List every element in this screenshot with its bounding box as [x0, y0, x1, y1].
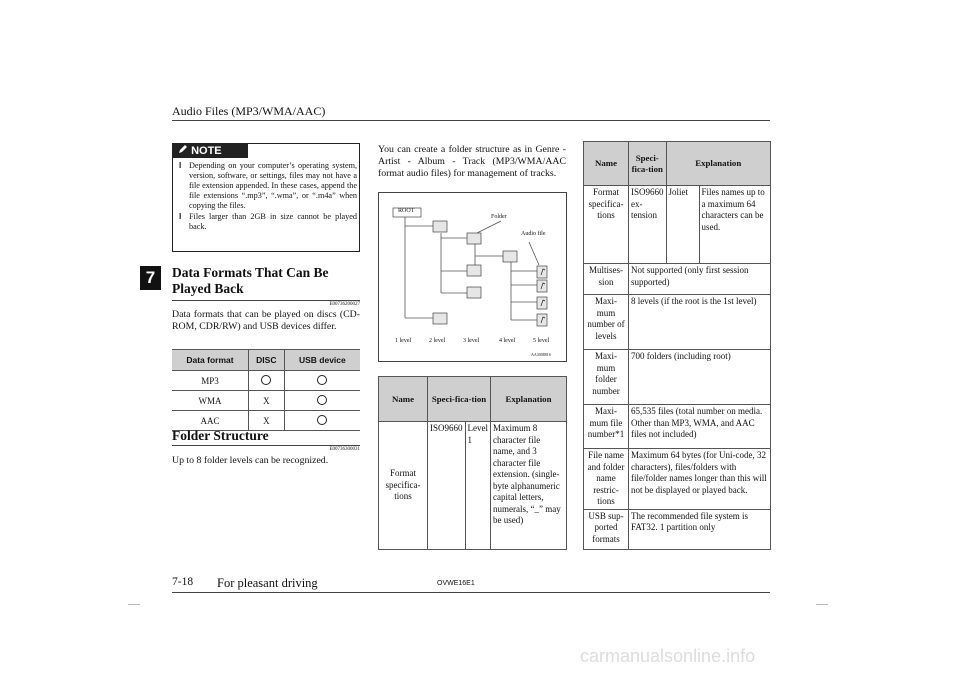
pencil-icon: [178, 144, 188, 158]
data-formats-text: Data formats that can be played on discs (CD-ROM, CDR/RW) and USB devices differ.: [172, 309, 360, 332]
sub-spec-cell: Joliet: [666, 186, 699, 264]
supported-circle-icon: [317, 395, 327, 405]
level-label: 1 level: [395, 338, 412, 344]
explanation-cell: 65,535 files (total number on media. Other than MP3, WMA, and AAC files not included): [629, 405, 771, 449]
table-row: [172, 391, 360, 411]
supported-circle-icon: [261, 375, 271, 385]
spec-table-1: [378, 376, 567, 550]
name-cell: Multises-sion: [584, 264, 629, 295]
level-label: 2 level: [429, 338, 446, 344]
table-row: [584, 509, 771, 549]
folder-structure-text: Up to 8 folder levels can be recognized.: [172, 455, 329, 466]
level-label: 5 level: [533, 338, 550, 344]
spec-cell: ISO9660: [428, 422, 466, 550]
folder-tree-graphic: [379, 193, 566, 361]
note-box: [172, 143, 360, 252]
bullet-icon: l: [179, 212, 182, 221]
diagram-code: AA3008816: [531, 352, 551, 357]
col-header-usb: USB device: [284, 350, 360, 371]
format-cell: MP3: [172, 371, 248, 391]
root-label: ROOT: [398, 208, 415, 214]
level-label: 4 level: [499, 338, 516, 344]
table-row: [584, 295, 771, 350]
audio-file-label: Audio file: [521, 231, 546, 237]
note-item: [179, 161, 357, 211]
footer-code: OVWE16E1: [437, 580, 475, 587]
running-header: Audio Files (MP3/WMA/AAC): [172, 104, 326, 118]
col-header-name: Name: [379, 377, 428, 422]
table-header-row: [172, 350, 360, 371]
bullet-icon: l: [179, 161, 182, 170]
col-header-explanation: Explanation: [491, 377, 567, 422]
explanation-cell: 700 folders (including root): [629, 350, 771, 405]
col-header-spec: Speci-fica-tion: [428, 377, 491, 422]
table-row: [584, 449, 771, 510]
table-row: [584, 350, 771, 405]
explanation-cell: 8 levels (if the root is the 1st level): [629, 295, 771, 350]
col-header-disc: DISC: [248, 350, 284, 371]
section-rule: [172, 445, 360, 446]
table-row: [172, 371, 360, 391]
footer-chapter: For pleasant driving: [217, 576, 318, 590]
note-list: [179, 161, 357, 233]
table-row: [584, 405, 771, 449]
name-cell: Maxi-mum number of levels: [584, 295, 629, 350]
note-item: [179, 212, 357, 232]
name-cell: Format specifica-tions: [379, 422, 428, 550]
section-code: E00736200027: [329, 302, 360, 307]
disc-cell: X: [248, 411, 284, 431]
name-cell: Maxi-mum folder number: [584, 350, 629, 405]
name-cell: File name and folder name restric-tions: [584, 449, 629, 510]
explanation-cell: Not supported (only first session supported): [629, 264, 771, 295]
chapter-tab: 7: [140, 266, 161, 290]
col-header-explanation: Explanation: [666, 142, 770, 186]
level-cell: Level 1: [465, 422, 491, 550]
table-row: [584, 264, 771, 295]
note-item-text: Depending on your computer’s operating system, version, software, or settings, files may not have a file extension appended. In these cases, append the file extensions “.mp3”, “.wma”, or “.m4a” when copying the files.: [189, 161, 357, 210]
col-header-format: Data format: [172, 350, 248, 371]
folder-label: Folder: [491, 214, 507, 220]
watermark: carmanualsonline.info: [580, 646, 756, 666]
note-item-text: Files larger than 2GB in size cannot be played back.: [189, 212, 357, 231]
name-cell: Format specifica-tions: [584, 186, 629, 264]
supported-circle-icon: [317, 415, 327, 425]
explanation-cell: Files names up to a maximum 64 characters can be used.: [699, 186, 770, 264]
disc-cell: [248, 371, 284, 391]
table-row: [379, 422, 567, 550]
header-rule: [172, 120, 770, 121]
section-rule: [172, 300, 360, 301]
usb-cell: [284, 371, 360, 391]
crop-mark: [816, 604, 828, 605]
disc-cell: X: [248, 391, 284, 411]
spec-table-2: [583, 141, 771, 550]
footer-rule: [172, 592, 770, 593]
note-header: [173, 144, 248, 158]
intro-text: You can create a folder structure as in Genre - Artist - Album - Track (MP3/WMA/AAC format audio files) for management of tracks.: [378, 144, 566, 179]
name-cell: USB sup-ported formats: [584, 509, 629, 549]
format-cell: WMA: [172, 391, 248, 411]
section-code: E00736300031: [329, 447, 360, 452]
table-header-row: [584, 142, 771, 186]
section-title-folder-structure: Folder Structure: [172, 428, 269, 443]
table-row: [584, 186, 771, 264]
crop-mark: [128, 604, 140, 605]
col-header-name: Name: [584, 142, 629, 186]
page-number: 7-18: [172, 576, 194, 588]
supported-circle-icon: [317, 375, 327, 385]
table-header-row: [379, 377, 567, 422]
note-label: NOTE: [191, 145, 222, 157]
explanation-cell: The recommended file system is FAT32. 1 partition only: [629, 509, 771, 549]
section-title-data-formats: Data Formats That Can Be Played Back: [172, 265, 329, 296]
usb-cell: [284, 391, 360, 411]
col-header-spec: Speci-fica-tion: [629, 142, 667, 186]
folder-structure-diagram: [378, 192, 567, 362]
level-label: 3 level: [463, 338, 480, 344]
format-cell: AAC: [172, 411, 248, 431]
explanation-cell: Maximum 64 bytes (for Uni-code, 32 characters), files/folders with file/folder names longer than this will not be displayed or played back.: [629, 449, 771, 510]
name-cell: Maxi-mum file number*1: [584, 405, 629, 449]
data-format-table: [172, 349, 360, 431]
spec-cell: ISO9660 ex-tension: [629, 186, 667, 264]
explanation-cell: Maximum 8 character file name, and 3 character file extension. (single-byte alphanumeric capital letters, numerals, “_” may be used): [491, 422, 567, 550]
